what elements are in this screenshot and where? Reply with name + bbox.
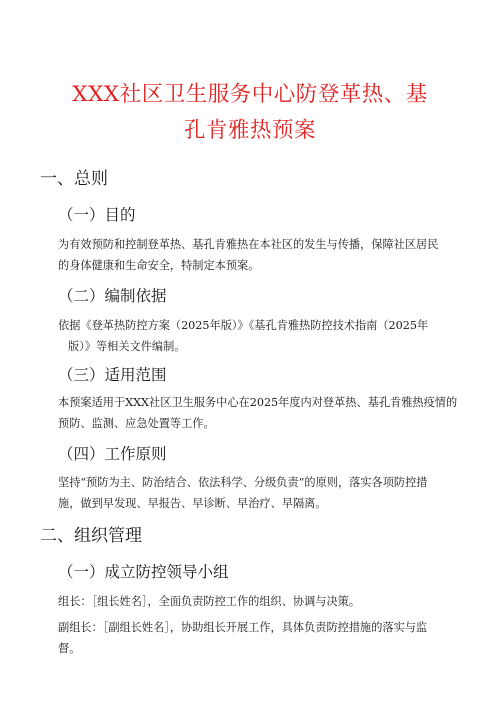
subsection-heading-purpose: （一）目的: [58, 206, 136, 224]
paragraph-basis: [58, 315, 453, 357]
paragraph-line: 督。: [58, 642, 81, 655]
paragraph-line: 坚持“预防为主、防治结合、依法科学、分级负责”的原则，落实各项防控措: [58, 476, 428, 489]
document-title-line-1: XXX社区卫生服务中心防登革热、基: [72, 82, 428, 107]
paragraph-line: 本预案适用于XXX社区卫生服务中心在2025年度内对登革热、基孔肯雅热疫情的: [58, 396, 458, 409]
paragraph-scope: [58, 392, 458, 434]
paragraph-line: 预防、监测、应急处置等工作。: [58, 417, 215, 430]
paragraph-line: 组长：［组长姓名］，全面负责防控工作的组织、协调与决策。: [58, 595, 361, 608]
section-heading-organization: 二、组织管理: [40, 526, 142, 546]
paragraph-line: 的身体健康和生命安全，特制定本预案。: [58, 259, 260, 272]
subsection-heading-principles: （四）工作原则: [58, 445, 167, 463]
paragraph-leadership-group: [58, 591, 453, 659]
paragraph-purpose: [58, 234, 453, 276]
document-title-line-2: 孔肯雅热预案: [183, 118, 316, 143]
paragraph-line: 副组长：［副组长姓名］，协助组长开展工作，具体负责防控措施的落实与监: [58, 621, 428, 634]
section-heading-general: 一、总则: [40, 169, 108, 189]
paragraph-line: 版）》等相关文件编制。: [68, 340, 186, 353]
paragraph-line: 施，做到早发现、早报告、早诊断、早治疗、早隔离。: [58, 497, 327, 510]
subsection-heading-scope: （三）适用范围: [58, 366, 167, 384]
subsection-heading-leadership-group: （一）成立防控领导小组: [58, 563, 229, 581]
paragraph-line: 依据《登革热防控方案（2025年版）》《基孔肯雅热防控技术指南（2025年: [58, 319, 429, 332]
paragraph-line: 为有效预防和控制登革热、基孔肯雅热在本社区的发生与传播，保障社区居民: [58, 238, 439, 251]
paragraph-principles: [58, 472, 453, 514]
subsection-heading-basis: （二）编制依据: [58, 287, 167, 305]
